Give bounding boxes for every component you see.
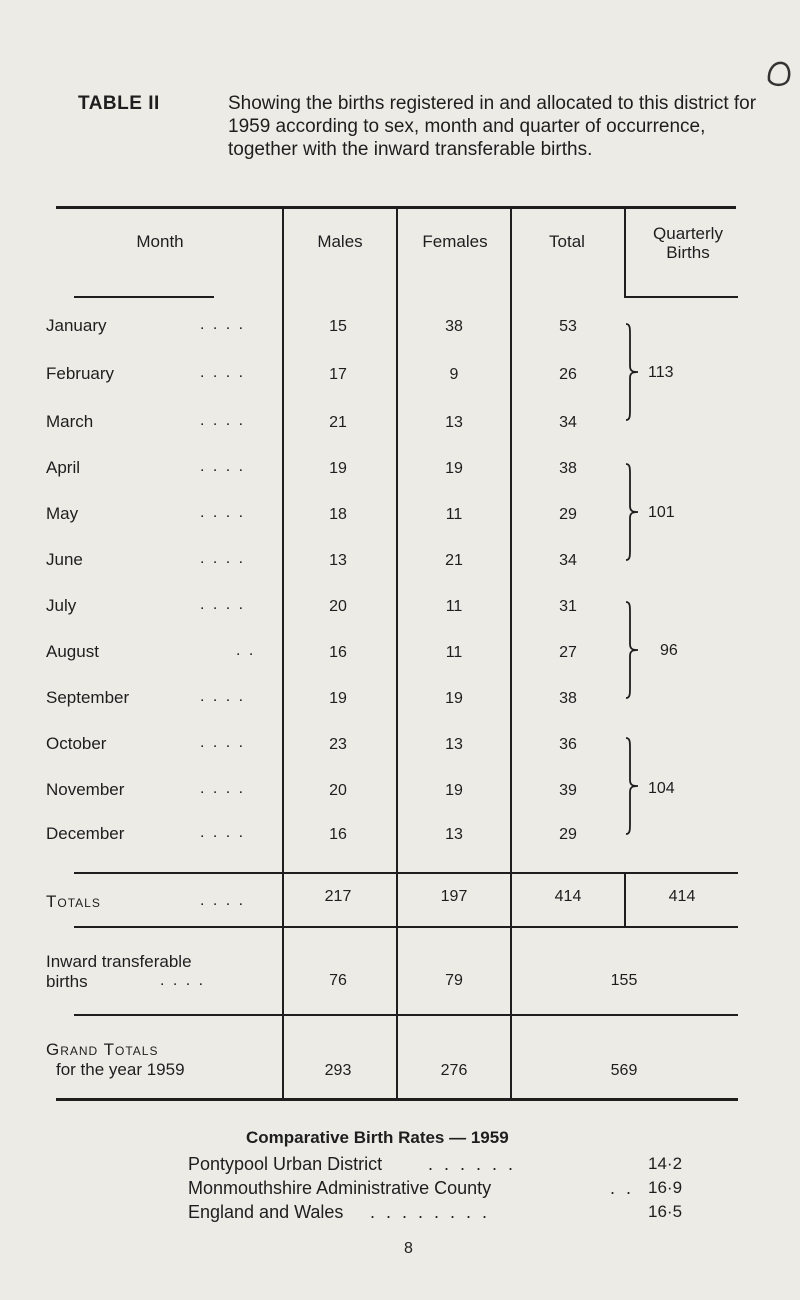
totals-label: Totals bbox=[46, 892, 101, 911]
quarter-total: 113 bbox=[648, 364, 674, 381]
month-label: March bbox=[46, 412, 94, 431]
males-cell: 16 bbox=[329, 644, 347, 661]
table-description: Showing the births registered in and allocated to this district for 1959 according to sex, month and quarter of occurrence, together with the inward transferable births. bbox=[228, 93, 757, 160]
total-cell: 29 bbox=[559, 826, 577, 843]
quarter-brace-icon bbox=[622, 732, 642, 840]
total-cell: 26 bbox=[559, 366, 577, 383]
quarter-brace-icon bbox=[622, 596, 642, 704]
month-label: May bbox=[46, 504, 79, 523]
total-cell: 53 bbox=[559, 318, 577, 335]
males-cell: 20 bbox=[329, 598, 347, 615]
header-quarterly-births: Quarterly Births bbox=[653, 224, 723, 262]
month-label: September bbox=[46, 688, 130, 707]
inward-males: 76 bbox=[329, 972, 347, 989]
header-males: Males bbox=[317, 232, 363, 251]
header-total: Total bbox=[549, 232, 585, 251]
males-cell: 21 bbox=[329, 414, 347, 431]
inward-females: 79 bbox=[445, 972, 463, 989]
column-divider bbox=[510, 298, 512, 1098]
punch-hole-icon bbox=[766, 58, 792, 88]
leader-dots: . . . . bbox=[200, 824, 246, 841]
inward-total: 155 bbox=[610, 972, 638, 989]
females-cell: 19 bbox=[445, 690, 463, 707]
total-cell: 34 bbox=[559, 552, 577, 569]
total-cell: 31 bbox=[559, 598, 577, 615]
females-cell: 13 bbox=[445, 826, 463, 843]
page-number: 8 bbox=[404, 1240, 413, 1257]
females-cell: 13 bbox=[445, 414, 463, 431]
quarterly-total: 414 bbox=[668, 888, 696, 905]
females-cell: 9 bbox=[449, 366, 459, 383]
males-cell: 19 bbox=[329, 690, 347, 707]
quarter-total: 104 bbox=[648, 780, 675, 797]
month-label: February bbox=[46, 364, 115, 383]
females-cell: 21 bbox=[445, 552, 463, 569]
month-label: June bbox=[46, 550, 83, 569]
grand-total: 569 bbox=[610, 1062, 638, 1079]
males-cell: 20 bbox=[329, 782, 347, 799]
month-label: November bbox=[46, 780, 125, 799]
total-cell: 38 bbox=[559, 690, 577, 707]
leader-dots: . . . . bbox=[200, 364, 246, 381]
table-bottom-rule bbox=[56, 1098, 738, 1101]
grand-females: 276 bbox=[440, 1062, 468, 1079]
quarter-total: 96 bbox=[660, 642, 678, 659]
leader-dots: . . . . bbox=[200, 316, 246, 333]
grand-totals-label-line2: for the year 1959 bbox=[56, 1060, 185, 1079]
leader-dots: . . . . . . bbox=[428, 1154, 517, 1174]
inward-bottom-rule bbox=[74, 1014, 738, 1016]
males-total: 217 bbox=[324, 888, 352, 905]
rate-label: Monmouthshire Administrative County bbox=[188, 1178, 492, 1198]
month-label: July bbox=[46, 596, 77, 615]
header-underline-quarterly bbox=[626, 296, 738, 298]
females-cell: 19 bbox=[445, 782, 463, 799]
column-divider bbox=[396, 208, 398, 1098]
females-cell: 38 bbox=[445, 318, 463, 335]
inward-label-line1: Inward transferable bbox=[46, 952, 192, 971]
month-label: April bbox=[46, 458, 81, 477]
leader-dots: . . . . bbox=[200, 412, 246, 429]
females-cell: 11 bbox=[445, 644, 463, 661]
month-label: January bbox=[46, 316, 107, 335]
females-cell: 13 bbox=[445, 736, 463, 753]
males-cell: 18 bbox=[329, 506, 347, 523]
totals-bottom-rule bbox=[74, 926, 738, 928]
males-cell: 13 bbox=[329, 552, 347, 569]
males-cell: 17 bbox=[329, 366, 347, 383]
females-cell: 19 bbox=[445, 460, 463, 477]
leader-dots: . . . . bbox=[200, 596, 246, 613]
header-month: Month bbox=[136, 232, 184, 251]
leader-dots: . . . . bbox=[200, 504, 246, 521]
column-divider bbox=[510, 208, 512, 298]
leader-dots: . . . . bbox=[200, 734, 246, 751]
header-underline bbox=[74, 296, 214, 298]
column-divider bbox=[282, 208, 284, 1098]
males-cell: 16 bbox=[329, 826, 347, 843]
leader-dots: . . . . bbox=[160, 972, 206, 989]
month-label: August bbox=[46, 642, 99, 661]
column-divider bbox=[624, 872, 626, 926]
rate-value: 16·5 bbox=[648, 1202, 683, 1221]
total-cell: 27 bbox=[559, 644, 577, 661]
rate-value: 16·9 bbox=[648, 1178, 683, 1197]
males-cell: 19 bbox=[329, 460, 347, 477]
total-cell: 39 bbox=[559, 782, 577, 799]
leader-dots: . . . . bbox=[200, 688, 246, 705]
leader-dots: . . . . bbox=[200, 892, 246, 909]
leader-dots: . . . . bbox=[200, 780, 246, 797]
grand-total-cell: 414 bbox=[554, 888, 582, 905]
leader-dots: . . . . . . . . bbox=[370, 1202, 491, 1222]
rate-value: 14·2 bbox=[648, 1154, 683, 1173]
totals-top-rule bbox=[74, 872, 738, 874]
quarter-brace-icon bbox=[622, 318, 642, 426]
rate-label: England and Wales bbox=[188, 1202, 344, 1222]
inward-label-line2: births bbox=[46, 972, 88, 991]
leader-dots: . . . . bbox=[200, 458, 246, 475]
females-cell: 11 bbox=[445, 598, 463, 615]
total-cell: 29 bbox=[559, 506, 577, 523]
total-cell: 38 bbox=[559, 460, 577, 477]
leader-dots: . . . . bbox=[200, 550, 246, 567]
table-label: TABLE II bbox=[78, 93, 160, 114]
females-total: 197 bbox=[440, 888, 468, 905]
total-cell: 34 bbox=[559, 414, 577, 431]
males-cell: 15 bbox=[329, 318, 347, 335]
month-label: December bbox=[46, 824, 125, 843]
leader-dots: . . bbox=[610, 1178, 635, 1198]
females-cell: 11 bbox=[445, 506, 463, 523]
grand-males: 293 bbox=[324, 1062, 352, 1079]
rate-label: Pontypool Urban District bbox=[188, 1154, 383, 1174]
column-divider bbox=[624, 208, 626, 298]
grand-totals-label-line1: Grand Totals bbox=[46, 1040, 159, 1059]
comparative-title: Comparative Birth Rates — 1959 bbox=[246, 1128, 509, 1147]
header-females: Females bbox=[422, 232, 488, 251]
month-label: October bbox=[46, 734, 107, 753]
quarter-brace-icon bbox=[622, 458, 642, 566]
leader-dots: . . bbox=[236, 642, 256, 659]
total-cell: 36 bbox=[559, 736, 577, 753]
males-cell: 23 bbox=[329, 736, 347, 753]
quarter-total: 101 bbox=[648, 504, 675, 521]
